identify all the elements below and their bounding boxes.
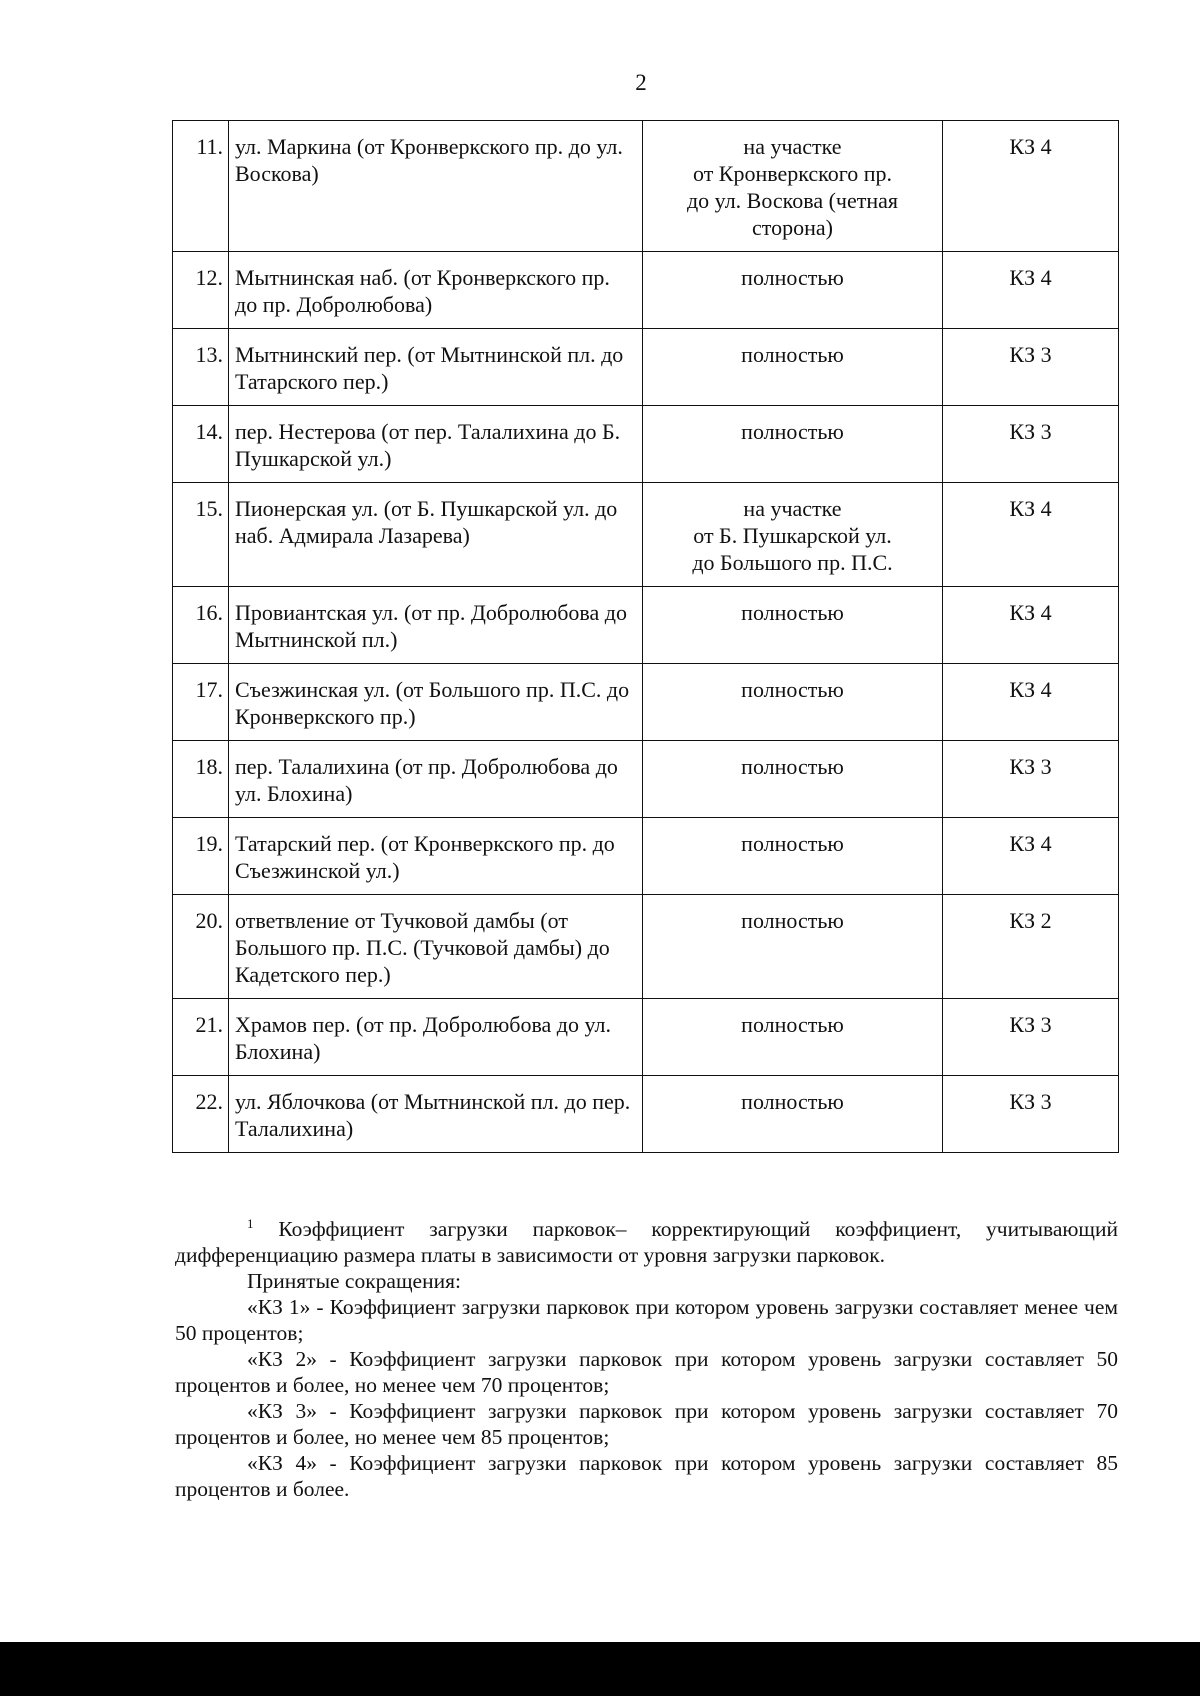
table-row xyxy=(173,587,1119,664)
footnotes xyxy=(175,1216,1118,1502)
table-row xyxy=(173,329,1119,406)
load-coefficient: КЗ 4 xyxy=(943,252,1119,329)
load-coefficient: КЗ 3 xyxy=(943,406,1119,483)
abbreviation-kz2: «КЗ 2» - Коэффициент загрузки парковок при котором уровень загрузки составляет 50 процентов и более, но менее чем 70 процентов; xyxy=(175,1347,1118,1397)
abbreviation-kz1: «КЗ 1» - Коэффициент загрузки парковок при котором уровень загрузки составляет менее чем 50 процентов; xyxy=(175,1295,1118,1345)
row-number: 15. xyxy=(173,483,229,587)
row-number: 20. xyxy=(173,895,229,999)
table-row xyxy=(173,121,1119,252)
row-number: 11. xyxy=(173,121,229,252)
load-coefficient: КЗ 3 xyxy=(943,329,1119,406)
street-section: полностью xyxy=(643,818,943,895)
row-number: 18. xyxy=(173,741,229,818)
street-section: полностью xyxy=(643,329,943,406)
street-name: Съезжинская ул. (от Большого пр. П.С. до Кронверкского пр.) xyxy=(229,664,643,741)
table-row xyxy=(173,252,1119,329)
street-section: полностью xyxy=(643,664,943,741)
street-section: полностью xyxy=(643,252,943,329)
row-number: 19. xyxy=(173,818,229,895)
page-number: 2 xyxy=(635,70,647,95)
load-coefficient: КЗ 4 xyxy=(943,121,1119,252)
street-name: Мытнинская наб. (от Кронверкского пр. до пр. Добролюбова) xyxy=(229,252,643,329)
load-coefficient: КЗ 3 xyxy=(943,999,1119,1076)
street-name: Мытнинский пер. (от Мытнинской пл. до Татарского пер.) xyxy=(229,329,643,406)
street-name: пер. Талалихина (от пр. Добролюбова до ул. Блохина) xyxy=(229,741,643,818)
load-coefficient: КЗ 4 xyxy=(943,664,1119,741)
abbreviations-title: Принятые сокращения: xyxy=(247,1269,461,1293)
footnote-mark: 1 xyxy=(247,1216,254,1231)
abbreviation-kz4: «КЗ 4» - Коэффициент загрузки парковок при котором уровень загрузки составляет 85 процентов и более. xyxy=(175,1451,1118,1501)
street-name: ответвление от Тучковой дамбы (от Большого пр. П.С. (Тучковой дамбы) до Кадетского пер.) xyxy=(229,895,643,999)
row-number: 17. xyxy=(173,664,229,741)
row-number: 12. xyxy=(173,252,229,329)
street-name: пер. Нестерова (от пер. Талалихина до Б. Пушкарской ул.) xyxy=(229,406,643,483)
load-coefficient: КЗ 4 xyxy=(943,587,1119,664)
row-number: 16. xyxy=(173,587,229,664)
street-section: полностью xyxy=(643,1076,943,1153)
table-row xyxy=(173,483,1119,587)
street-name: Пионерская ул. (от Б. Пушкарской ул. до наб. Адмирала Лазарева) xyxy=(229,483,643,587)
streets-table xyxy=(172,120,1119,1153)
table-row xyxy=(173,895,1119,999)
street-section: полностью xyxy=(643,999,943,1076)
load-coefficient: КЗ 3 xyxy=(943,741,1119,818)
street-name: ул. Маркина (от Кронверкского пр. до ул. Воскова) xyxy=(229,121,643,252)
row-number: 22. xyxy=(173,1076,229,1153)
street-name: Провиантская ул. (от пр. Добролюбова до Мытнинской пл.) xyxy=(229,587,643,664)
load-coefficient: КЗ 4 xyxy=(943,483,1119,587)
row-number: 21. xyxy=(173,999,229,1076)
table-row xyxy=(173,741,1119,818)
footnote-definition xyxy=(175,1216,1118,1268)
street-section: на участке от Кронверкского пр. до ул. Воскова (четная сторона) xyxy=(643,121,943,252)
load-coefficient: КЗ 3 xyxy=(943,1076,1119,1153)
row-number: 13. xyxy=(173,329,229,406)
row-number: 14. xyxy=(173,406,229,483)
scan-bottom-border xyxy=(0,1642,1200,1696)
street-name: Храмов пер. (от пр. Добролюбова до ул. Блохина) xyxy=(229,999,643,1076)
street-section: на участке от Б. Пушкарской ул. до Большого пр. П.С. xyxy=(643,483,943,587)
table-row xyxy=(173,664,1119,741)
load-coefficient: КЗ 4 xyxy=(943,818,1119,895)
table-row xyxy=(173,406,1119,483)
table-row xyxy=(173,1076,1119,1153)
table-row xyxy=(173,999,1119,1076)
load-coefficient: КЗ 2 xyxy=(943,895,1119,999)
table-body xyxy=(173,121,1119,1153)
street-section: полностью xyxy=(643,895,943,999)
street-section: полностью xyxy=(643,741,943,818)
street-name: ул. Яблочкова (от Мытнинской пл. до пер. Талалихина) xyxy=(229,1076,643,1153)
street-name: Татарский пер. (от Кронверкского пр. до Съезжинской ул.) xyxy=(229,818,643,895)
table-row xyxy=(173,818,1119,895)
abbreviation-kz3: «КЗ 3» - Коэффициент загрузки парковок при котором уровень загрузки составляет 70 процентов и более, но менее чем 85 процентов; xyxy=(175,1399,1118,1449)
street-section: полностью xyxy=(643,406,943,483)
footnote-definition-text: Коэффициент загрузки парковок– корректирующий коэффициент, учитывающий дифференциацию размера платы в зависимости от уровня загрузки парковок. xyxy=(175,1217,1118,1267)
street-section: полностью xyxy=(643,587,943,664)
